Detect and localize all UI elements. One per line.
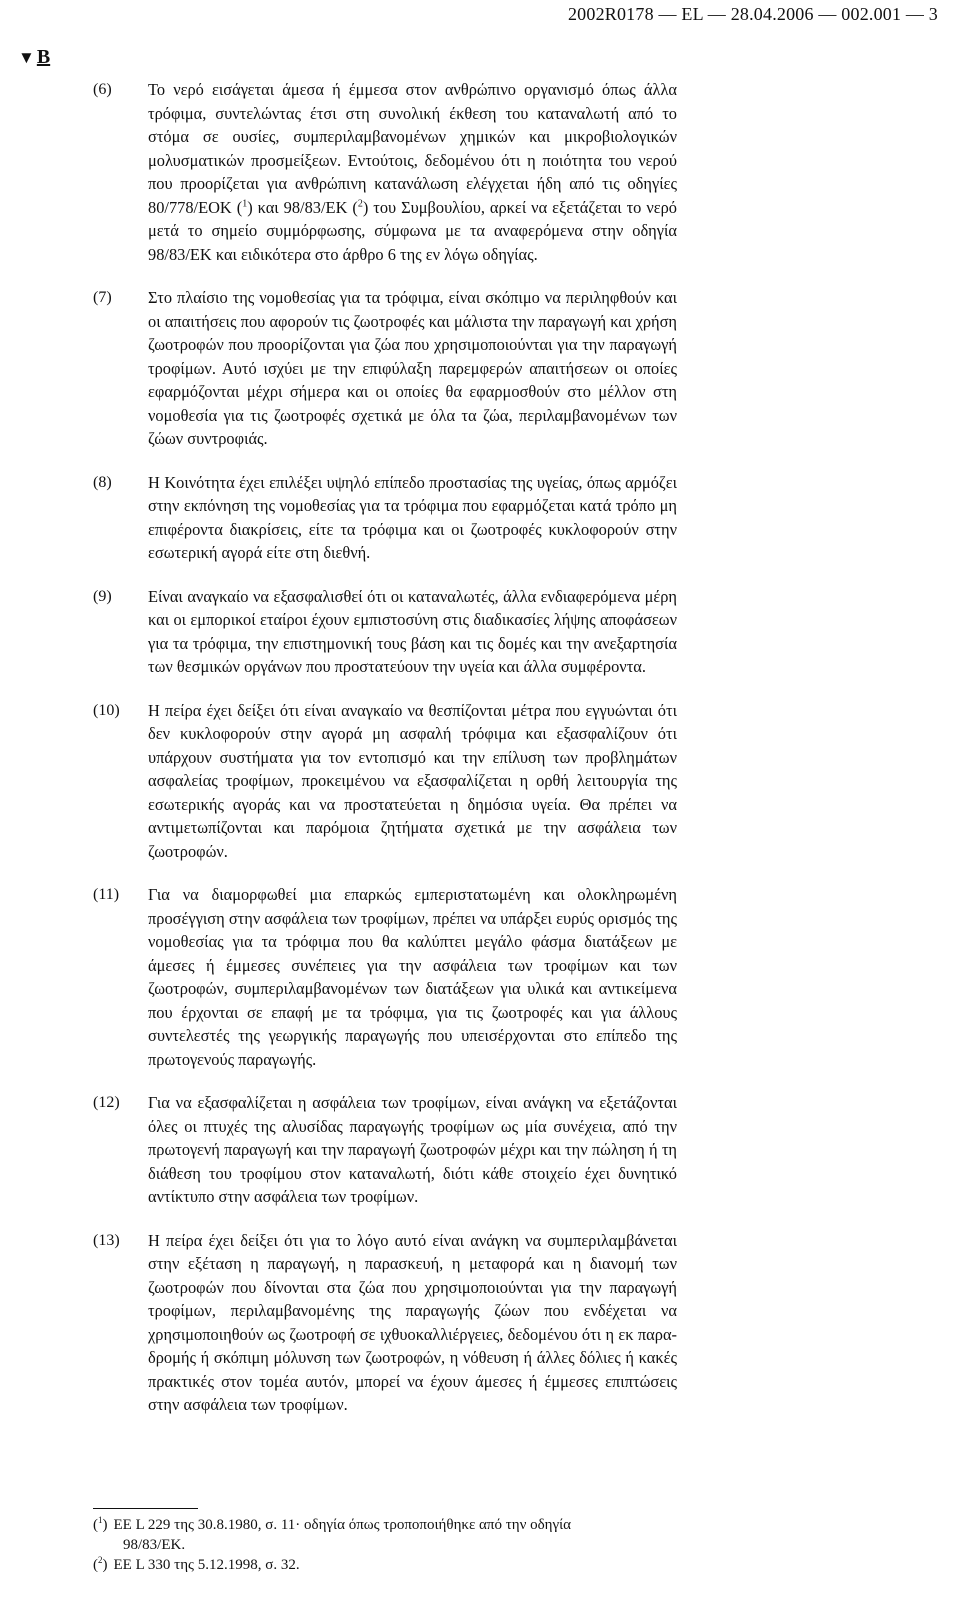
recital-number: (11)	[93, 886, 120, 903]
recital-item	[93, 1091, 677, 1209]
footnote-mark: ($^1$)	[93, 1515, 108, 1533]
footnotes	[93, 1508, 677, 1575]
footnote-text-continued: 98/83/ΕΚ.	[123, 1537, 186, 1553]
recital-text: Για να εξασφαλίζεται η ασφάλεια των τροφίμων, είναι ανάγκη να εξετάζονται όλες οι πτυχές της αλυσίδας παραγωγής τροφίμων ως μία συνέχεια, από την πρωτογενή παραγωγή και την παραγωγή ζωοτροφών μέχρι και την πώληση ή τη διάθεση του τροφίμου στον καταναλωτή, διότι κάθε στοιχείο έχει δυνητικό αντίκτυπο στην ασφάλεια των τροφίμων.	[148, 1093, 677, 1206]
footnote-mark: ($^2$)	[93, 1555, 108, 1573]
recital-text: Η πείρα έχει δείξει ότι είναι αναγκαίο να θεσπίζονται μέτρα που εγγυώνται ότι δεν κυκλοφορούν στην αγορά μη ασφαλή τρόφιμα και εξασφαλίζουν ότι υπάρχουν συστήματα για τον εντοπισμό και την επίλυση των προβλημάτων ασφαλείας τροφίμων, προκειμένου να εξασφαλίζεται η ορθή λειτουργία της εσωτερικής αγοράς και να προστατεύεται η δημόσια υγεία. Θα πρέπει να αντιμετωπίζονται και παρόμοια ζητήματα σχετικά με την ασφάλεια των ζωοτροφών.	[148, 700, 677, 861]
footnote-ref[interactable]: 1	[242, 198, 248, 210]
recital-text: Είναι αναγκαίο να εξασφαλισθεί ότι οι καταναλωτές, άλλα ενδιαφερόμενα μέρη και οι εμπορικοί εταίροι έχουν εμπιστοσύνη στις διαδικασίες λήψης αποφάσεων για τα τρόφιμα, την επιστημονική τους βάση και τις δομές και την ανεξαρτησία των θεσμικών οργάνων που προστατεύουν την υγεία και άλλα συμφέροντα.	[148, 586, 677, 676]
recital-item	[93, 471, 677, 565]
triangle-down-icon: ▼	[18, 48, 35, 67]
footnote-text: ΕΕ L 229 της 30.8.1980, σ. 11· οδηγία όπως τροποποιήθηκε από την οδηγία	[113, 1517, 572, 1533]
footnote-ref[interactable]: 2	[357, 198, 363, 210]
document-header: 2002R0178 — EL — 28.04.2006 — 002.001 — 3	[567, 4, 938, 24]
recital-number: (8)	[93, 473, 112, 491]
recital-text: Στο πλαίσιο της νομοθεσίας για τα τρόφιμα, είναι σκόπιμο να περιληφθούν και οι απαιτήσεις που αφορούν τις ζωοτροφές και μάλιστα την παραγωγή και χρήση ζωοτροφών που προορίζονται για ζώα που χρησιμοποιούνται για την παραγωγή τροφίμων. Αυτό ισχύει με την επιφύλαξη παρεμφερών απαιτήσεων οι οποίες εφαρμόζονται μέχρι σήμερα και οι οποίες θα εφαρμοσθούν στο μέλλον στη νομοθεσία για τις ζωοτροφές σχετικά με όλα τα ζώα, περιλαμβανομένων των ζώων συντροφιάς.	[148, 288, 677, 448]
amendment-marker[interactable]	[18, 46, 50, 69]
recital-number: (12)	[93, 1094, 120, 1111]
recitals-list	[93, 78, 677, 1437]
footnote-item	[93, 1515, 677, 1555]
footnote-text: ΕΕ L 330 της 5.12.1998, σ. 32.	[113, 1557, 300, 1573]
recital-item	[93, 699, 677, 864]
recital-item	[93, 1229, 677, 1417]
footnote-divider	[93, 1508, 198, 1509]
amendment-marker-letter[interactable]: B	[36, 46, 51, 68]
recital-item	[93, 883, 677, 1071]
recital-number: (13)	[93, 1231, 120, 1249]
recital-number: (6)	[93, 81, 112, 98]
recital-text: Η πείρα έχει δείξει ότι για το λόγο αυτό είναι ανάγκη να συμπεριλαμβάνεται στην εξέταση η παραγωγή, η παρασκευή, η μεταφορά και η διανομή των ζωοτροφών που δίνονται στα ζώα που χρησιμοποιούνται για την παραγωγή τροφίμων, περιλαμβανομένης της παραγωγής ζώων που ενδέχεται να χρησιμοποιηθούν ως ζωοτροφή σε ιχθυοκαλλιέργειες, δεδομένου ότι η εκ παραδρομής ή σκόπιμη μόλυνση των ζωοτροφών, η νόθευση ή άλλες δόλιες ή κακές πρακτικές στον τομέα αυτόν, μπορεί να έχουν άμεσες ή έμμεσες επιπτώσεις στην ασφάλεια των τροφίμων.	[148, 1230, 677, 1414]
recital-number: (9)	[93, 587, 112, 605]
recital-text: Για να διαμορφωθεί μια επαρκώς εμπεριστατωμένη και ολοκληρωμένη προσέγγιση στην ασφάλεια των τροφίμων, πρέπει να υπάρξει ευρύς ορισμός της νομοθεσίας για τα τρόφιμα που θα καλύπτει μεγάλο φάσμα διατάξεων με άμεσες ή έμμεσες συνέπειες για την ασφάλεια των τροφίμων και των ζωοτροφών, συμπεριλαμβανομένων των διατάξεων για υλικά και αντικείμενα που έρχονται σε επαφή με τα τρόφιμα, για τις ζωοτροφές και για άλλους συντελεστές της γεωργικής παραγωγής που υπεισέρχονται στο επίπεδο της πρωτογενούς παραγωγής.	[148, 885, 677, 1069]
recital-item	[93, 78, 677, 266]
recital-text: Το νερό εισάγεται άμεσα ή έμμεσα στον ανθρώπινο οργανισμό όπως άλλα τρόφιμα, συντελώντας έτσι στη συνολική έκθεση του καταναλωτή από το στόμα σε ουσίες, συμπεριλαμβανομένων χημικών και μικροβιολογικών μολυσματικών προσμείξεων. Εντούτοις, δεδομένου ότι η ποιότητα του νερού που προορίζεται για ανθρώπινη κατανάλωση ελέγχεται ήδη από τις οδηγίες 80/778/ΕΟΚ ($^1$) και 98/83/ΕΚ ($^2$) του Συμβουλίου, αρκεί να εξετάζεται το νερό μετά το σημείο συμμόρφωσης, σύμφωνα με τα αναφερόμενα στην οδηγία 98/83/ΕΚ και ειδικότερα στο άρθρο 6 της εν λόγω οδηγίας.	[148, 80, 677, 264]
footnote-item	[93, 1555, 677, 1575]
recital-item	[93, 585, 677, 679]
recital-item	[93, 286, 677, 451]
recital-number: (10)	[93, 701, 120, 719]
recital-text: Η Κοινότητα έχει επιλέξει υψηλό επίπεδο προστασίας της υγείας, όπως αρμόζει στην εκπόνηση της νομοθεσίας για τα τρόφιμα που εφαρμόζεται κατά τρόπο μη επιφέροντα διακρίσεις, είτε τα τρόφιμα και οι ζωοτροφές κυκλοφορούν στην εσωτερική αγορά είτε στη διεθνή.	[148, 472, 677, 562]
recital-number: (7)	[93, 289, 112, 306]
